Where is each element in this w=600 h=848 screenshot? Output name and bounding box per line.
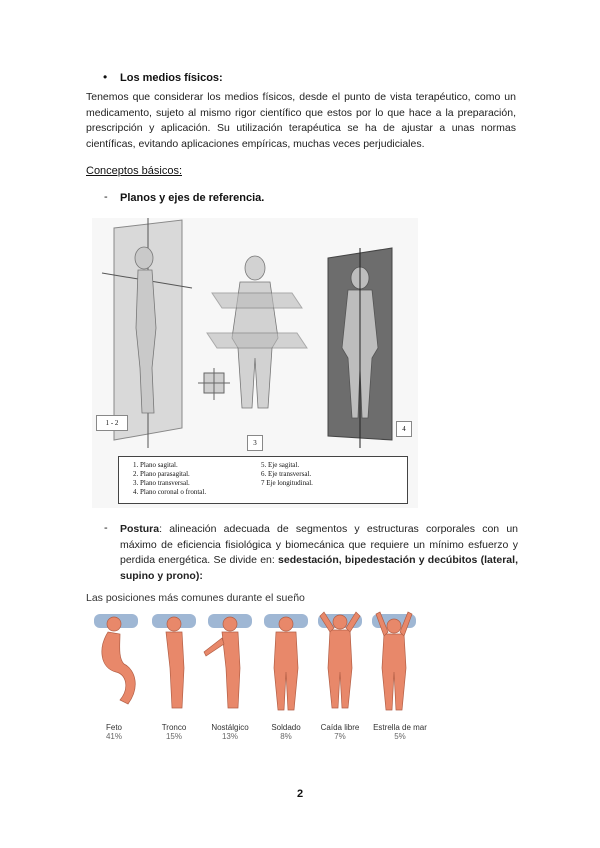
figure-label-4: 4 (396, 421, 412, 437)
dash-marker: - (104, 522, 108, 534)
sleep-pct: 15% (165, 732, 182, 741)
figure-label-12: 1 - 2 (96, 415, 128, 431)
legend-item: 4. Plano coronal o frontal. (133, 488, 207, 496)
intro-paragraph: Tenemos que considerar los medios físicos, desde el punto de vista terapéutico, como un medicamento, sujeto al mismo rigor científico que estos por lo que hace a la preparación, prescripción y aplicación. Su utilización terapéutica se ha de ajustar a unas normas científicas, evitando aplicaciones empíricas, muchas veces perjudiciales. (86, 91, 516, 150)
concepts-heading: Conceptos básicos: (86, 165, 182, 177)
sleep-label: Feto (105, 723, 122, 732)
starfish-position-figure (376, 612, 412, 710)
legend-item: 7 Eje longitudinal. (261, 479, 313, 487)
fetal-position-figure (102, 617, 135, 704)
sleep-figures (86, 608, 436, 718)
axis-icon (198, 368, 230, 400)
sleep-label: Nostálgico (211, 723, 249, 732)
yearner-position-figure (204, 617, 240, 708)
posture-term: Postura (120, 523, 160, 535)
posture-paragraph (120, 522, 518, 584)
sleep-item (258, 723, 314, 741)
pillow-icons (94, 614, 416, 628)
sleep-infographic (86, 592, 436, 752)
legend-item: 3. Plano transversal. (133, 479, 190, 487)
sleep-label: Estrella de mar (373, 723, 427, 732)
legend-left-col (133, 461, 206, 497)
legend-item: 6. Eje transversal. (261, 470, 312, 478)
posture-bold-tail: sedestación, bipedestación y decúbitos (lateral, supino y prono): (120, 554, 518, 582)
sleep-pct: 8% (280, 732, 292, 741)
figure-legend (118, 456, 408, 504)
dash-marker: - (104, 191, 108, 203)
sleep-item (146, 723, 202, 741)
sleep-label: Tronco (161, 723, 187, 732)
figure-label-3: 3 (247, 435, 263, 451)
legend-item: 2. Plano parasagital. (133, 470, 190, 478)
sleep-pct: 7% (334, 732, 346, 741)
log-position-figure (166, 617, 184, 708)
sleep-pct: 13% (221, 732, 238, 741)
bullet-icon: • (103, 70, 108, 84)
legend-item: 1. Plano sagital. (133, 461, 178, 469)
legend-right-col (261, 461, 313, 488)
sleep-pct: 5% (394, 732, 406, 741)
sleep-item (364, 723, 436, 741)
front-figure (232, 256, 278, 408)
transverse-plane-top (212, 293, 302, 308)
sleep-item (88, 723, 140, 741)
sleep-pct: 41% (105, 732, 122, 741)
posture-text: : alineación adecuada de segmentos y estructuras corporales con un máximo de eficiencia fisiológica y biomecánica que requiere un mínimo esfuerzo y perdida energética. Se divide en: (120, 523, 518, 566)
page-number: 2 (296, 788, 304, 800)
planes-title: Planos y ejes de referencia. (120, 192, 265, 204)
sleep-label: Caída libre (320, 723, 360, 732)
sleep-label: Soldado (271, 723, 301, 732)
legend-item: 5. Eje sagital. (261, 461, 300, 469)
transverse-plane-bottom (207, 333, 307, 348)
sleep-title: Las posiciones más comunes durante el sueño (86, 592, 305, 604)
sleep-item (312, 723, 368, 741)
section-title: Los medios físicos: (120, 72, 223, 84)
soldier-position-figure (274, 617, 298, 710)
sleep-item (202, 723, 258, 741)
